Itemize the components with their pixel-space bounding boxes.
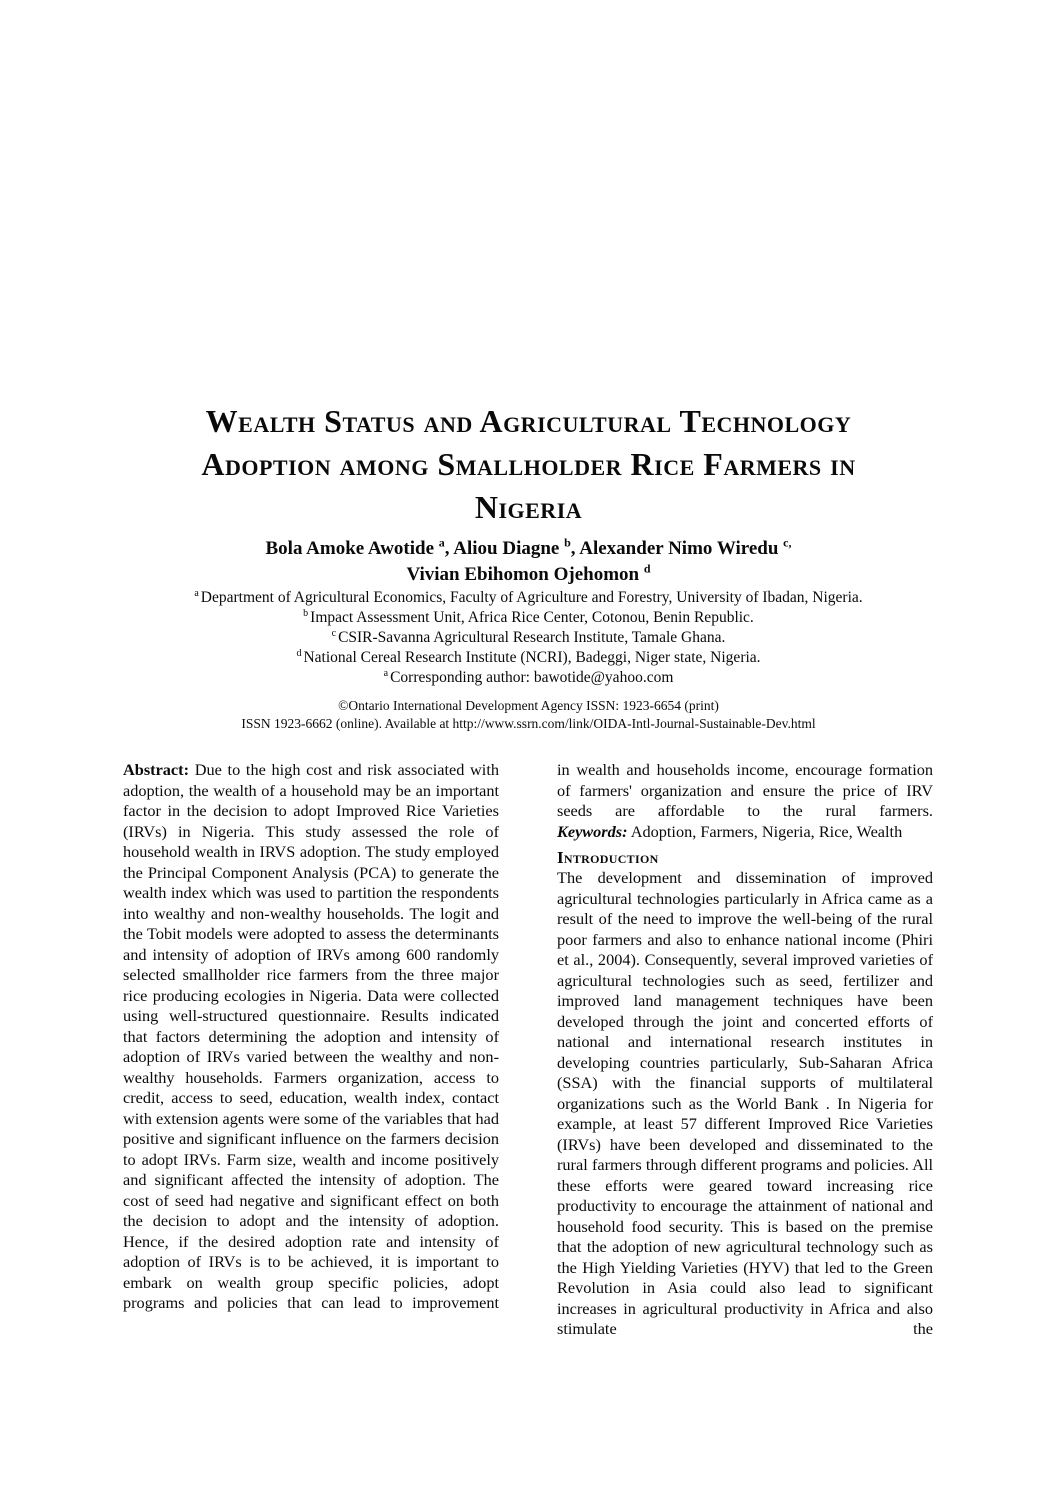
affiliations-block [123, 588, 934, 688]
affiliation-a [123, 588, 934, 608]
publisher-issn-online-url: ISSN 1923-6662 (online). Available at http://www.ssrn.com/link/OIDA-Intl-Journal-Sustainable-Dev.html [241, 716, 816, 731]
introduction-paragraph: The development and dissemination of improved agricultural technologies particularly in Africa came as a result of the need to improve the well-being of the rural poor farmers and also to enhance national income (Phiri et al., 2004). Consequently, several improved varieties of agricultural technologies such as seed, fertilizer and improved land management techniques have been developed through the joint and concerted efforts of national and international research institutes in developing countries particularly, Sub-Saharan Africa (SSA) with the financial supports of multilateral organizations such as the World Bank . In Nigeria for example, at least 57 different Improved Rice Varieties (IRVs) have been developed and disseminated to the rural farmers through different programs and policies. All these efforts were geared toward increasing rice productivity to encourage the attainment of national and household food security. This is based on the premise that the adoption of new agricultural technology such as the High Yielding Varieties (HYV) that led to the Green Revolution in Asia could also lead to significant increases in agricultural productivity in Africa and also stimulate the [557, 868, 933, 1338]
abstract-label: Abstract: [123, 760, 190, 779]
affiliation-a-mark: a [194, 587, 199, 599]
authors-block [123, 536, 934, 588]
keywords-label: Keywords: [557, 821, 628, 841]
author-name-1: Bola Amoke Awotide [265, 538, 439, 559]
author-name-4: Vivian Ebihomon Ojehomon [406, 564, 644, 585]
affiliation-d-mark: d [296, 647, 302, 659]
abstract-continuation-paragraph: in wealth and households income, encourage formation of farmers' organization and ensure the price of IRV seeds are affordable to the rural farmers. [557, 760, 933, 820]
introduction-heading: Introduction [557, 848, 659, 867]
paper-title [123, 400, 934, 529]
author-affil-mark-a: a [438, 535, 445, 550]
body-columns [123, 760, 934, 1340]
keywords-line [557, 822, 933, 843]
authors-line-1 [123, 536, 934, 562]
affiliation-a-text: Department of Agricultural Economics, Faculty of Agriculture and Forestry, University of Ibadan, Nigeria. [200, 589, 863, 606]
keywords-text: Adoption, Farmers, Nigeria, Rice, Wealth [627, 821, 903, 841]
corresponding-author-text: Corresponding author: bawotide@yahoo.com [390, 669, 674, 686]
author-affil-mark-c: c, [783, 535, 792, 550]
affiliation-b [123, 608, 934, 628]
paper-title-line-1: Wealth Status and Agricultural Technology [205, 403, 852, 439]
paper-title-line-3: Nigeria [474, 489, 583, 525]
corresponding-author-mark: a [383, 667, 389, 679]
left-column [123, 760, 499, 1340]
affiliation-c-mark: c [331, 627, 337, 639]
corresponding-author [123, 668, 934, 688]
affiliation-c-text: CSIR-Savanna Agricultural Research Institute, Tamale Ghana. [338, 629, 726, 646]
author-affil-mark-d: d [643, 561, 651, 576]
paper-title-line-2: Adoption among Smallholder Rice Farmers in [201, 446, 856, 482]
affiliation-c [123, 628, 934, 648]
right-column [557, 760, 933, 1340]
affiliation-d [123, 648, 934, 668]
publisher-block [123, 697, 934, 733]
authors-line-2 [123, 562, 934, 588]
abstract-text: Due to the high cost and risk associated with adoption, the wealth of a household may be an important factor in the decision to adopt Improved Rice Varieties (IRVs) in Nigeria. This study assessed the role of household wealth in IRVS adoption. The study employed the Principal Component Analysis (PCA) to generate the wealth index which was used to partition the respondents into wealthy and non-wealthy households. The logit and the Tobit models were adopted to assess the determinants and intensity of adoption of IRVs among 600 randomly selected smallholder rice farmers from the three major rice producing ecologies in Nigeria. Data were collected using well-structured questionnaire. Results indicated that factors determining the adoption and intensity of adoption of IRVs varied between the wealthy and non-wealthy households. Farmers organization, access to credit, access to seed, education, wealth index, contact with extension agents were some of the variables that had positive and significant influence on the farmers decision to adopt IRVs. Farm size, wealth and income positively and significant affected the intensity of adoption. The cost of seed had negative and significant effect on both the decision to adopt and the intensity of adoption. Hence, if the desired adoption rate and intensity of adoption of IRVs is to be achieved, it is important to embark on wealth group specific policies, adopt programs and policies that can lead to improvement [123, 760, 499, 1312]
author-name-3: , Alexander Nimo Wiredu [570, 538, 784, 559]
author-name-2: , Aliou Diagne [444, 538, 565, 559]
publisher-issn-print: ©Ontario International Development Agency ISSN: 1923-6654 (print) [338, 698, 719, 713]
abstract-paragraph [123, 760, 499, 1314]
affiliation-b-text: Impact Assessment Unit, Africa Rice Center, Cotonou, Benin Republic. [310, 609, 754, 626]
affiliation-d-text: National Cereal Research Institute (NCRI), Badeggi, Niger state, Nigeria. [303, 649, 761, 666]
author-affil-mark-b: b [564, 535, 571, 550]
affiliation-b-mark: b [303, 607, 309, 619]
